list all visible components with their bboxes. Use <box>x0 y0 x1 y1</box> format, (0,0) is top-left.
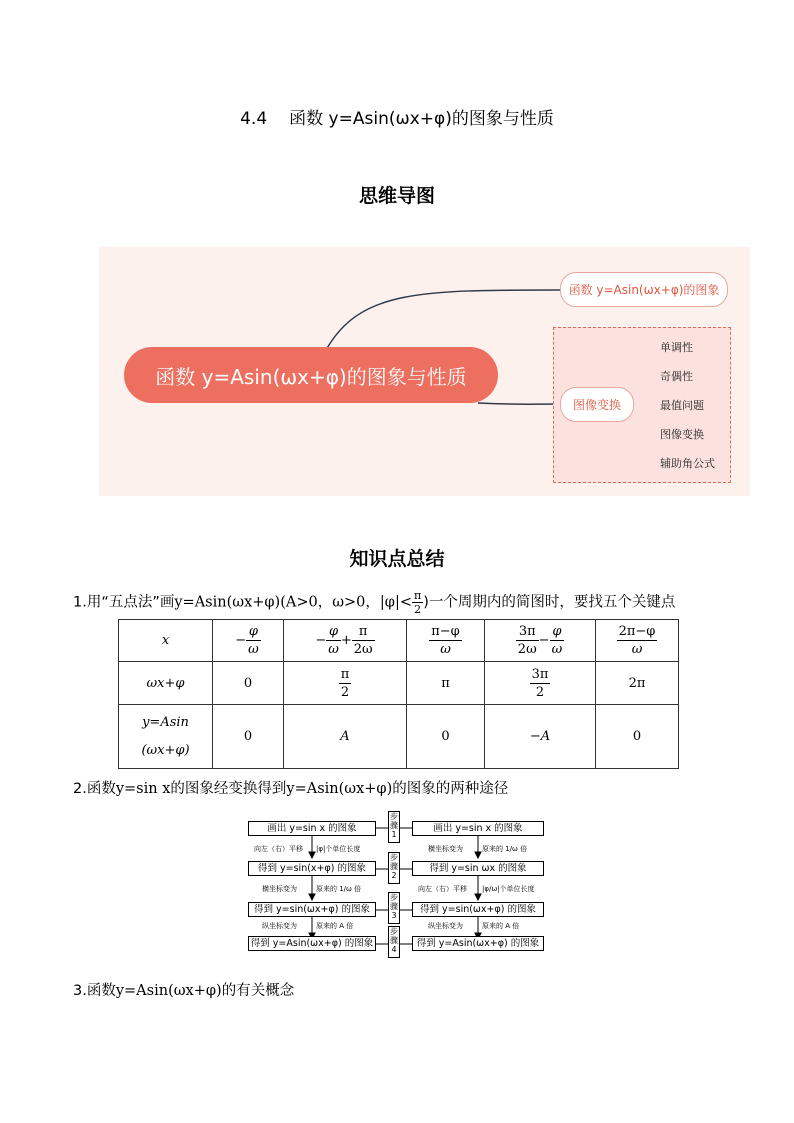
subtopic-transform: 图像变换 <box>660 428 704 441</box>
mindmap-branch-graph: 函数 y=Asin(ωx+φ)的图象 <box>560 272 728 307</box>
flow-left-step-2: 得到 y=sin(x+φ) 的图象 <box>248 861 376 876</box>
flow-left-label-1a: 向左（右）平移 <box>254 845 303 853</box>
flow-left-label-2b: 原来的 1/ω 倍 <box>316 885 362 893</box>
flow-right-step-4: 得到 y=Asin(ωx+φ) 的图象 <box>412 936 544 951</box>
point-2: 2.函数y=sin x的图象经变换得到y=Asin(ωx+φ)的图象的两种途径 <box>73 781 509 797</box>
table-cell: $\frac{\pi-\varphi}{\omega}$ <box>407 620 485 662</box>
subtopic-auxiliary-angle: 辅助角公式 <box>660 457 715 470</box>
table-row <box>119 620 679 662</box>
section-number: 4.4 <box>240 109 268 129</box>
flow-right-label-3a: 纵坐标变为 <box>428 922 463 930</box>
subtopic-monotonicity: 单调性 <box>660 341 693 354</box>
table-cell: −A <box>485 705 596 769</box>
table-row <box>119 662 679 705</box>
flow-right-label-3b: 原来的 A 倍 <box>482 922 520 930</box>
table-cell: $\frac{\pi}{2}$ <box>284 662 407 705</box>
flow-right-step-2: 得到 y=sin ωx 的图象 <box>412 861 544 876</box>
summary-heading: 知识点总结 <box>349 548 445 570</box>
flow-right-label-2b: |φ/ω|个单位长度 <box>482 885 535 893</box>
table-cell: 0 <box>407 705 485 769</box>
table-cell: 0 <box>596 705 679 769</box>
point-1: 1.用“五点法”画y=Asin(ωx+φ)(A>0，ω>0，|φ|< $\frac{\pi}{2}$ )一个周期内的简图时，要找五个关键点 <box>73 589 676 616</box>
flow-right-step-3: 得到 y=sin(ωx+φ) 的图象 <box>412 902 544 917</box>
mindmap-heading: 思维导图 <box>358 185 435 207</box>
flow-right-label-1b: 原来的 1/ω 倍 <box>482 845 528 853</box>
step-box-1: 步 骤 1 <box>388 811 400 843</box>
table-cell: x <box>119 620 213 662</box>
flow-left-label-3a: 纵坐标变为 <box>262 922 297 930</box>
table-cell: ωx+φ <box>119 662 213 705</box>
flow-left-label-2a: 横坐标变为 <box>262 885 297 893</box>
table-row <box>119 705 679 769</box>
table-cell: y=Asin (ωx+φ) <box>119 705 213 769</box>
five-point-table <box>118 619 679 769</box>
flow-left-step-1: 画出 y=sin x 的图象 <box>248 821 376 836</box>
step-box-4: 步 骤 4 <box>388 926 400 958</box>
flow-right-label-2a: 向左（右）平移 <box>418 885 467 893</box>
flow-right-label-1a: 横坐标变为 <box>428 845 463 853</box>
step-box-2: 步 骤 2 <box>388 852 400 884</box>
subtopic-extremum: 最值问题 <box>660 399 704 412</box>
flow-right-step-1: 画出 y=sin x 的图象 <box>412 821 544 836</box>
table-cell: − $\frac{\varphi}{\omega}$ <box>213 620 284 662</box>
flow-left-label-3b: 原来的 A 倍 <box>316 922 354 930</box>
mindmap-central-node: 函数 y=Asin(ωx+φ)的图象与性质 <box>124 347 498 403</box>
table-cell: 0 <box>213 705 284 769</box>
table-cell: $\frac{2\pi-\varphi}{\omega}$ <box>596 620 679 662</box>
subtopic-parity: 奇偶性 <box>660 370 693 383</box>
section-title: 函数 y=Asin(ωx+φ)的图象与性质 <box>289 109 554 129</box>
transform-flowchart <box>248 808 546 958</box>
step-box-3: 步 骤 3 <box>388 892 400 924</box>
point-1-formula: y=Asin(ωx+φ)(A>0，ω>0，|φ|< <box>174 594 412 611</box>
table-cell: π <box>407 662 485 705</box>
table-cell: $\frac{3\pi}{2\omega}$ − $\frac{\varphi}{\omega}$ <box>485 620 596 662</box>
flow-left-step-4: 得到 y=Asin(ωx+φ) 的图象 <box>248 936 376 951</box>
flow-left-step-3: 得到 y=sin(ωx+φ) 的图象 <box>248 902 376 917</box>
table-cell: 2π <box>596 662 679 705</box>
flow-left-label-1b: |φ|个单位长度 <box>316 845 361 853</box>
table-cell: 0 <box>213 662 284 705</box>
point-3: 3.函数y=Asin(ωx+φ)的有关概念 <box>73 983 295 999</box>
table-cell: − $\frac{\varphi}{\omega}$ + $\frac{\pi}{2\omega}$ <box>284 620 407 662</box>
mindmap-branch-transform: 图像变换 <box>560 387 634 422</box>
table-cell: $\frac{3\pi}{2}$ <box>485 662 596 705</box>
table-cell: A <box>284 705 407 769</box>
